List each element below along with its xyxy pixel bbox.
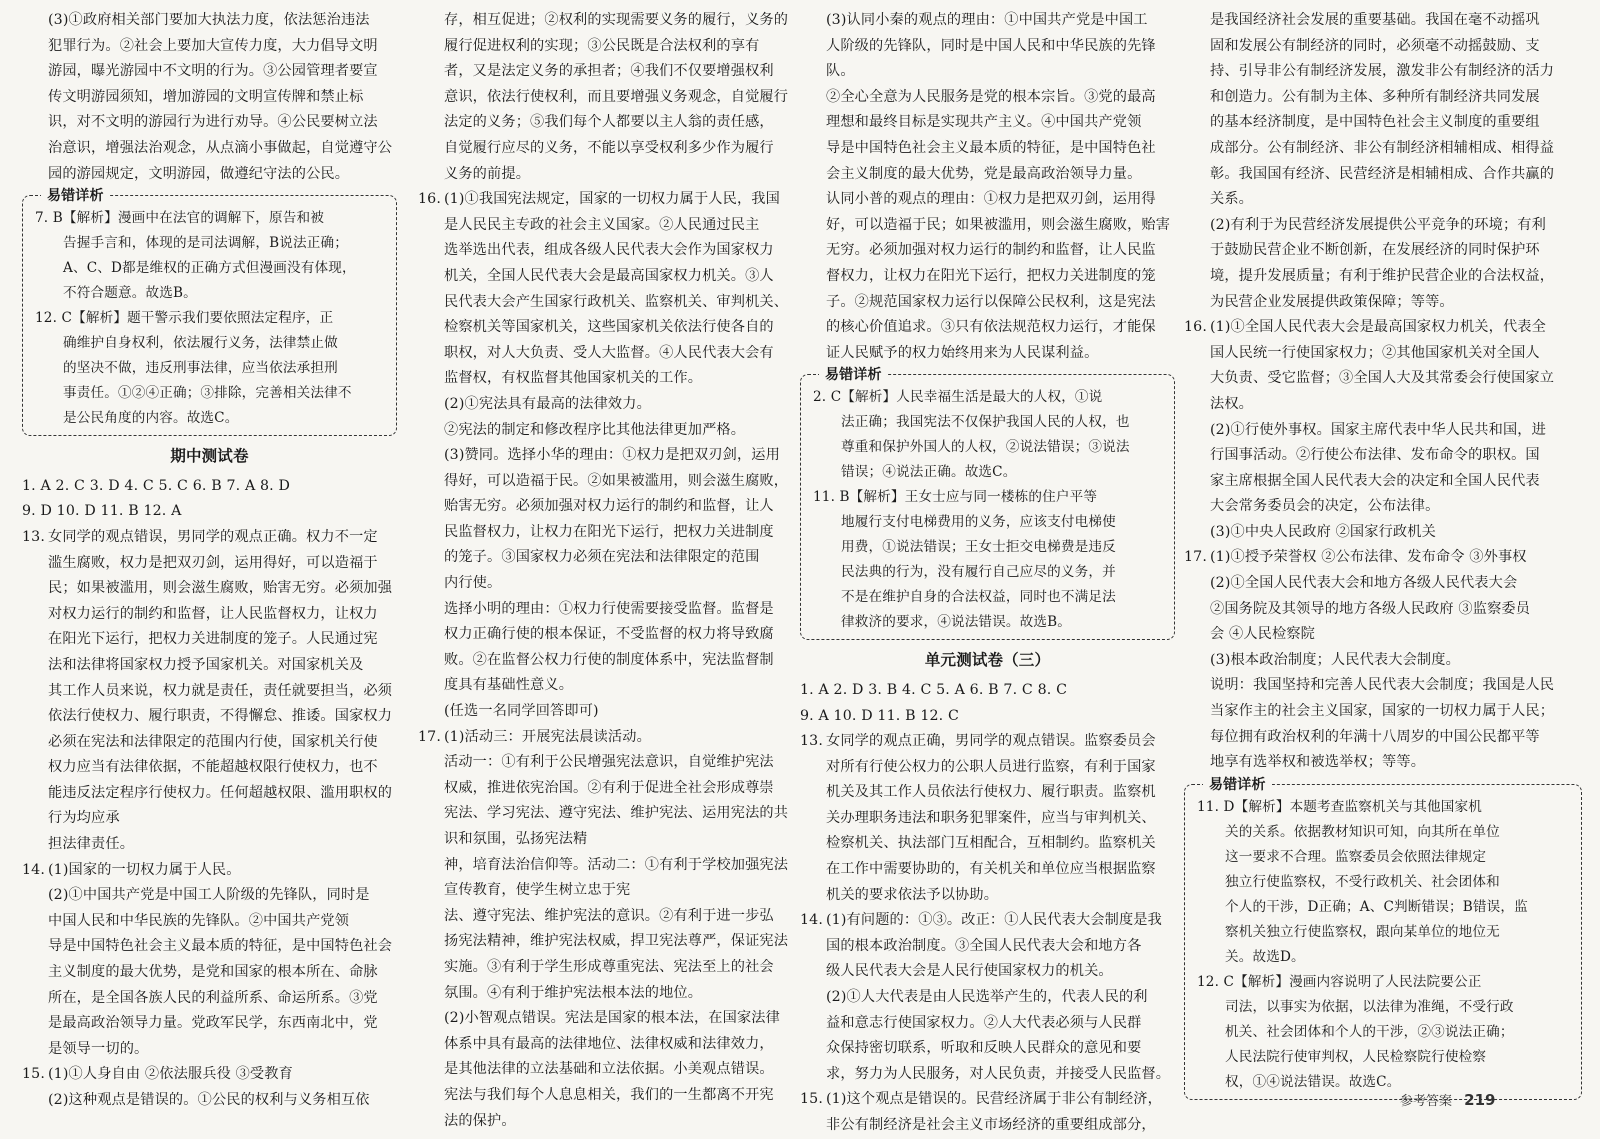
- answer-key: [800, 678, 1175, 729]
- text-line: 机关的要求依法予以协助。: [826, 886, 999, 903]
- text-line: 所在，是全国各族人民的利益所系、命运所系。③党: [48, 989, 378, 1006]
- box-line: 12. C【解析】题干警示我们要依照法定程序，正: [35, 310, 334, 327]
- text-line: 履行促进权利的实现；③公民既是合法权利的享有: [444, 37, 760, 54]
- text-line: 权力正确行使的根本保证，不受监督的权力将导致腐: [444, 626, 774, 643]
- text-line: 法、遵守宪法、维护宪法的意识。②有利于进一步弘: [444, 907, 774, 924]
- box-title: 易错详析: [1203, 773, 1272, 799]
- text-line: 彰。我国国有经济、民营经济是相辅相成、合作共赢的: [1210, 165, 1555, 182]
- text-line: (2)①人大代表是由人民选举产生的，代表人民的利: [826, 989, 1148, 1006]
- box-line: 民法典的行为，没有履行自己应尽的义务，并: [841, 564, 1116, 581]
- text-line: (2)这种观点是错误的。①公民的权利与义务相互依: [48, 1092, 370, 1108]
- box-line: 不符合题意。故选B。: [63, 285, 197, 302]
- question-13: [22, 525, 397, 858]
- answer-key: [22, 474, 397, 525]
- text-line: 体系中具有最高的法律地位、法律权威和法律效力，: [444, 1035, 774, 1052]
- text-line: 其工作人员来说，权力就是责任，责任就要担当，必须: [48, 682, 393, 699]
- text-line: 是人民民主专政的社会主义国家。②人民通过民主: [444, 216, 760, 233]
- text-line: 权力应当有法律依据，不能超越权限行使权力，也不: [48, 759, 378, 776]
- box-line: 用费，①说法错误；王女士拒交电梯费是违反: [841, 539, 1116, 556]
- c2-continuation: [418, 8, 798, 187]
- text-line: (3)认同小秦的观点的理由：①中国共产党是中国工: [826, 12, 1148, 28]
- text-line: 在阳光下运行，把权力关进制度的笼子。人民通过宪: [48, 631, 378, 648]
- question-15: [800, 1087, 1175, 1138]
- text-line: 14. (1)有问题的：①③。改正：①人民代表大会制度是我: [800, 912, 1162, 929]
- text-line: 必须在宪法和法律限定的范围内行使，国家机关行使: [48, 733, 378, 750]
- text-line: (3)根本政治制度；人民代表大会制度。: [1210, 651, 1460, 668]
- text-line: 当家作主的社会主义国家，国家的一切权力属于人民；: [1210, 703, 1555, 720]
- text-line: 滥生腐败，权力是把双刃剑，运用得好，可以造福于: [48, 554, 378, 571]
- text-line: 犯罪行为。②社会上要加大宣传力度，大力倡导文明: [48, 37, 378, 54]
- text-line: 13. 女同学的观点错误，男同学的观点正确。权力不一定: [22, 528, 378, 545]
- text-line: 国人民统一行使国家权力；②其他国家机关对全国人: [1210, 344, 1540, 361]
- box-line: A、C、D都是维权的正确方式但漫画没有体现，: [63, 260, 356, 277]
- box-line: 人民法院行使审判权，人民检察院行使检察: [1225, 1048, 1487, 1065]
- text-line: 子。②规范国家权力运行以保障公民权利，这是宪法: [826, 293, 1156, 310]
- text-line: 17. (1)活动三：开展宪法晨读活动。: [418, 728, 651, 745]
- text-line: 14. (1)国家的一切权力属于人民。: [22, 861, 241, 878]
- question-16: [1184, 315, 1582, 545]
- text-line: 证人民赋予的权力始终用来为人民谋利益。: [826, 344, 1099, 361]
- text-line: 识，对不文明的游园行为进行劝导。④公民要树立法: [48, 114, 378, 131]
- text-line: 15. (1)①人身自由 ②依法服兵役 ③受教育: [22, 1066, 293, 1083]
- text-line: 在工作中需要协助的，有关机关和单位应当根据监察: [826, 861, 1156, 878]
- text-line: 16. (1)①全国人民代表大会是最高国家权力机关，代表全: [1184, 319, 1546, 336]
- text-line: 行国事活动。②行使公布法律、发布命令的职权。国: [1210, 447, 1540, 464]
- text-line: 权威，推进依宪治国。②有利于促进全社会形成尊崇: [444, 779, 774, 796]
- box-line: 12. C【解析】漫画内容说明了人民法院要公正: [1197, 973, 1482, 990]
- text-line: (3)赞同。选择小华的理由：①权力是把双刃剑，运用: [444, 447, 780, 464]
- box-line: 权，①④说法错误。故选C。: [1225, 1073, 1401, 1090]
- box-line: 个人的干涉，D正确；A、C判断错误；B错误，监: [1225, 898, 1528, 915]
- text-line: 民；如果被滥用，则会滋生腐败，贻害无穷。必须加强: [48, 580, 393, 597]
- text-line: 得好，可以造福于民。②如果被滥用，则会滋生腐败，: [444, 472, 789, 489]
- text-line: 者，又是法定义务的承担者；④我们不仅要增强权利: [444, 63, 774, 80]
- text-line: 每位拥有政治权利的年满十八周岁的中国公民都平等: [1210, 728, 1540, 745]
- text-line: 督权力，让权力在阳光下运行，把权力关进制度的笼: [826, 267, 1156, 284]
- text-line: 成部分。公有制经济、非公有制经济相辅相成、相得益: [1210, 139, 1555, 156]
- text-line: 民监督权力，让权力在阳光下运行，把权力关进制度: [444, 523, 774, 540]
- box-line: 地履行支付电梯费用的义务，应该支付电梯使: [841, 514, 1116, 531]
- question-13: [800, 729, 1175, 908]
- text-line: (2)①全国人民代表大会和地方各级人民代表大会: [1210, 575, 1518, 592]
- text-line: 义务的前提。: [444, 165, 531, 182]
- text-line: 好，可以造福于民；如果被滥用，则会滋生腐败，贻害: [826, 216, 1171, 233]
- box-line: 察机关独立行使监察权，跟向某单位的地位无: [1225, 923, 1500, 940]
- text-line: 内行使。: [444, 575, 502, 592]
- text-line: 是我国经济社会发展的重要基础。我国在毫不动摇巩: [1210, 12, 1540, 28]
- text-line: 是最高政治领导力量。党政军民学，东西南北中，党: [48, 1015, 378, 1032]
- box-line: 这一要求不合理。监察委员会依照法律规定: [1225, 848, 1487, 865]
- text-line: 神，培育法治信仰等。活动二：①有利于学校加强宪法宣传教育，使学生树立忠于宪: [444, 856, 789, 899]
- box-line: 11. D【解析】本题考查监察机关与其他国家机: [1197, 798, 1482, 815]
- page-footer: [1400, 1090, 1495, 1109]
- answer-line: 9. D 10. D 11. B 12. A: [22, 503, 182, 520]
- error-analysis-box-3: [1184, 776, 1582, 1100]
- text-line: 度具有基础性意义。: [444, 677, 574, 694]
- text-line: (2)小智观点错误。宪法是国家的根本法，在国家法律: [444, 1010, 780, 1027]
- text-line: (2)①中国共产党是中国工人阶级的先锋队，同时是: [48, 887, 370, 904]
- text-line: 会 ④人民检察院: [1210, 626, 1316, 643]
- column-2: [418, 8, 798, 1129]
- box-line: 是公民角度的内容。故选C。: [63, 410, 239, 427]
- text-line: ②宪法的制定和修改程序比其他法律更加严格。: [444, 421, 746, 438]
- text-line: 法的保护。: [444, 1112, 516, 1129]
- text-line: 选举选出代表，组成各级人民代表大会作为国家权力: [444, 242, 774, 259]
- column-4: [1184, 8, 1582, 1108]
- text-line: 于鼓励民营企业不断创新，在发展经济的同时保护环: [1210, 242, 1540, 259]
- text-line: 实施。③有利于学生形成尊重宪法、宪法至上的社会: [444, 958, 774, 975]
- text-line: 大会常务委员会的决定，公布法律。: [1210, 498, 1440, 515]
- question-17: [418, 725, 798, 1135]
- text-line: 地享有选举权和被选举权；等等。: [1210, 754, 1426, 771]
- text-line: 选择小明的理由：①权力行使需要接受监督。监督是: [444, 600, 774, 617]
- text-line: 法和法律将国家权力授予国家机关。对国家机关及: [48, 656, 364, 673]
- text-line: 的笼子。③国家权力必须在宪法和法律限定的范围: [444, 549, 760, 566]
- question-14: [22, 858, 397, 1063]
- text-line: 传文明游园须知，增加游园的文明宣传牌和禁止标: [48, 88, 364, 105]
- text-line: 机关及其工作人员依法行使权力、履行职责。监察机: [826, 784, 1156, 801]
- text-line: 治意识，增强法治观念，从点滴小事做起，自觉遵守公: [48, 139, 393, 156]
- c1-intro: [22, 8, 397, 187]
- text-line: 扬宪法精神，维护宪法权威，捍卫宪法尊严，保证宪法: [444, 933, 789, 950]
- text-line: 13. 女同学的观点正确，男同学的观点错误。监察委员会: [800, 733, 1156, 750]
- text-line: 15. (1)这个观点是错误的。民营经济属于非公有制经济，: [800, 1091, 1162, 1108]
- text-line: 众保持密切联系，听取和反映人民群众的意见和要: [826, 1040, 1142, 1057]
- box-line: 机关、社会团体和个人的干涉，②③说法正确；: [1225, 1023, 1514, 1040]
- text-line: 大负责、受它监督；③全国人大及其常委会行使国家立: [1210, 370, 1555, 387]
- text-line: 职权，对人大负责、受人大监督。④人民代表大会有: [444, 344, 774, 361]
- text-line: (3)①中央人民政府 ②国家行政机关: [1210, 523, 1436, 540]
- text-line: 理想和最终目标是实现共产主义。④中国共产党领: [826, 114, 1142, 131]
- text-line: 导是中国特色社会主义最本质的特征，是中国特色社会: [48, 938, 393, 955]
- text-line: 16. (1)①我国宪法规定，国家的一切权力属于人民，我国: [418, 191, 780, 208]
- text-line: 无穷。必须加强对权力运行的制约和监督，让人民监: [826, 242, 1156, 259]
- answer-line: 1. A 2. D 3. B 4. C 5. A 6. B 7. C 8. C: [800, 681, 1068, 698]
- text-line: 国的根本政治制度。③全国人民代表大会和地方各: [826, 937, 1142, 954]
- text-line: 说明：我国坚持和完善人民代表大会制度；我国是人民: [1210, 677, 1555, 694]
- text-line: 检察机关、执法部门互相配合，互相制约。监察机关: [826, 835, 1156, 852]
- text-line: 园的游园规定，文明游园，做遵纪守法的公民。: [48, 165, 350, 182]
- error-analysis-box-1: [22, 188, 397, 436]
- text-line: (任选一名同学回答即可): [444, 703, 599, 720]
- text-line: 非公有制经济是社会主义市场经济的重要组成部分，: [826, 1117, 1156, 1133]
- box-line: 确维护自身权利，依法履行义务，法律禁止做: [63, 335, 338, 352]
- text-line: 的核心价值追求。③只有依法规范权力运行，才能保: [826, 319, 1156, 336]
- box-content: [1197, 789, 1571, 1095]
- text-line: 机关，全国人民代表大会是最高国家权力机关。③人: [444, 267, 774, 284]
- text-line: 会主义制度的最大优势，党是最高政治领导力量。: [826, 165, 1142, 182]
- c3-continuation: [800, 8, 1175, 366]
- box-title: 易错详析: [41, 184, 110, 210]
- box-line: 2. C【解析】人民幸福生活是最大的人权，①说: [813, 389, 1103, 406]
- text-line: 法权。: [1210, 395, 1254, 412]
- text-line: 意识，依法行使权利，而且要增强义务观念，自觉履行: [444, 88, 789, 105]
- text-line: ②全心全意为人民服务是党的根本宗旨。③党的最高: [826, 88, 1156, 105]
- box-line: 告握手言和，体现的是司法调解，B说法正确；: [63, 235, 349, 252]
- text-line: 检察机关等国家机关，这些国家机关依法行使各自的: [444, 319, 774, 336]
- text-line: 宪法、学习宪法、遵守宪法、维护宪法、运用宪法的共识和氛围，弘扬宪法精: [444, 805, 789, 847]
- question-16: [418, 187, 798, 724]
- text-line: 对权力运行的制约和监督，让人民监督权力，让权力: [48, 605, 378, 622]
- text-line: 能违反法定程序行使权力。任何超越权限、滥用职权的行为均应承: [48, 784, 393, 827]
- text-line: 持、引导非公有制经济发展，激发非公有制经济的活力: [1210, 63, 1555, 80]
- text-line: 益和意志行使国家权力。②人大代表必须与人民群: [826, 1014, 1142, 1031]
- column-3: [800, 8, 1175, 1133]
- box-line: 的坚决不做，违反刑事法律，应当依法承担刑: [63, 360, 338, 377]
- text-line: 游园，曝光游园中不文明的行为。③公园管理者要宣: [48, 63, 378, 80]
- box-line: 事责任。①②④正确；③排除，完善相关法律不: [63, 385, 352, 402]
- text-line: 是其他法律的立法基础和立法依据。小美观点错误。: [444, 1061, 774, 1078]
- column-1: [22, 8, 397, 1108]
- text-line: 级人民代表大会是人民行使国家权力的机关。: [826, 963, 1113, 980]
- box-line: 7. B【解析】漫画中在法官的调解下，原告和被: [35, 210, 325, 227]
- footer-label: 参考答案: [1400, 1094, 1453, 1109]
- text-line: 求，努力为人民服务，对人民负责，并接受人民监督。: [826, 1065, 1171, 1082]
- text-line: 中国人民和中华民族的先锋队。②中国共产党领: [48, 912, 350, 929]
- text-line: 监督权，有权监督其他国家机关的工作。: [444, 370, 703, 387]
- text-line: 自觉履行应尽的义务，不能以享受权利多少作为履行: [444, 139, 774, 156]
- box-line: 11. B【解析】王女士应与同一楼栋的住户平等: [813, 489, 1098, 506]
- text-line: 担法律责任。: [48, 836, 135, 853]
- box-line: 律救济的要求，④说法错误。故选B。: [841, 614, 1072, 631]
- text-line: 认同小普的观点的理由：①权力是把双刃剑，运用得: [826, 191, 1156, 208]
- text-line: 依法行使权力、履行职责，不得懈怠、推诿。国家权力: [48, 708, 393, 725]
- text-line: 导是中国特色社会主义最本质的特征，是中国特色社: [826, 139, 1156, 156]
- text-line: 17. (1)①授予荣誉权 ②公布法律、发布命令 ③外事权: [1184, 549, 1527, 566]
- answer-line: 9. A 10. D 11. B 12. C: [800, 707, 959, 724]
- text-line: 宪法与我们每个人息息相关，我们的一生都离不开宪: [444, 1086, 774, 1103]
- text-line: 民代表大会产生国家行政机关、监察机关、审判机关、: [444, 293, 789, 310]
- text-line: 贻害无穷。必须加强对权力运行的制约和监督，让人: [444, 498, 774, 515]
- text-line: 为民营企业发展提供政策保障；等等。: [1210, 293, 1454, 310]
- text-line: 和创造力。公有制为主体、多种所有制经济共同发展: [1210, 88, 1540, 105]
- box-line: 错误；④说法正确。故选C。: [841, 464, 1017, 481]
- text-line: 人阶级的先锋队，同时是中国人民和中华民族的先锋队。: [826, 37, 1156, 80]
- box-content: [813, 379, 1164, 635]
- text-line: 主义制度的最大优势，是党和国家的根本所在、命脉: [48, 964, 378, 981]
- box-content: [35, 200, 386, 431]
- c4-continuation: [1184, 8, 1582, 315]
- question-17: [1184, 545, 1582, 775]
- text-line: (2)①宪法具有最高的法律效力。: [444, 395, 651, 412]
- text-line: 法定的义务；⑤我们每个人都要以主人翁的责任感，: [444, 114, 774, 131]
- text-line: 固和发展公有制经济的同时，必须毫不动摇鼓励、支: [1210, 37, 1540, 54]
- text-line: (2)有利于为民营经济发展提供公平竞争的环境；有利: [1210, 216, 1546, 233]
- text-line: 家主席根据全国人民代表大会的决定和全国人民代表: [1210, 472, 1540, 489]
- box-line: 尊重和保护外国人的人权，②说法错误；③说法: [841, 439, 1130, 456]
- box-title: 易错详析: [819, 363, 888, 389]
- question-15: [22, 1062, 397, 1113]
- box-line: 不是在维护自身的合法权益，同时也不满足法: [841, 589, 1116, 606]
- section-title-midterm: 期中测试卷: [170, 447, 249, 466]
- text-line: 活动一：①有利于公民增强宪法意识，自觉维护宪法: [444, 754, 774, 771]
- box-line: 独立行使监察权，不受行政机关、社会团体和: [1225, 873, 1500, 890]
- text-line: 氛围。④有利于维护宪法根本法的地位。: [444, 984, 703, 1001]
- text-line: 败。②在监督公权力行使的制度体系中，宪法监督制: [444, 651, 774, 668]
- text-line: 是领导一切的。: [48, 1040, 149, 1057]
- text-line: 存，相互促进；②权利的实现需要义务的履行，义务的: [444, 12, 789, 28]
- text-line: 对所有行使公权力的公职人员进行监察，有利于国家: [826, 758, 1156, 775]
- text-line: (3)①政府相关部门要加大执法力度，依法惩治违法: [48, 12, 370, 28]
- answer-line: 1. A 2. C 3. D 4. C 5. C 6. B 7. A 8. D: [22, 477, 291, 494]
- page-number: 219: [1464, 1091, 1496, 1109]
- text-line: 关办理职务违法和职务犯罪案件，应当与审判机关、: [826, 809, 1156, 826]
- question-14: [800, 908, 1175, 1087]
- box-line: 司法，以事实为依据，以法律为准绳，不受行政: [1225, 998, 1514, 1015]
- text-line: 境，提升发展质量；有利于维护民营企业的合法权益，: [1210, 267, 1555, 284]
- text-line: 关系。: [1210, 191, 1254, 208]
- text-line: (2)①行使外事权。国家主席代表中华人民共和国，进: [1210, 421, 1546, 438]
- section-title-unit3: 单元测试卷（三）: [924, 651, 1051, 670]
- box-line: 法正确；我国宪法不仅保护我国人民的人权，也: [841, 414, 1130, 431]
- text-line: ②国务院及其领导的地方各级人民政府 ③监察委员: [1210, 600, 1531, 617]
- text-line: 的基本经济制度，是中国特色社会主义制度的重要组: [1210, 114, 1540, 131]
- box-line: 关的关系。依据教材知识可知，向其所在单位: [1225, 823, 1500, 840]
- error-analysis-box-2: [800, 367, 1175, 640]
- box-line: 关。故选D。: [1225, 948, 1305, 965]
